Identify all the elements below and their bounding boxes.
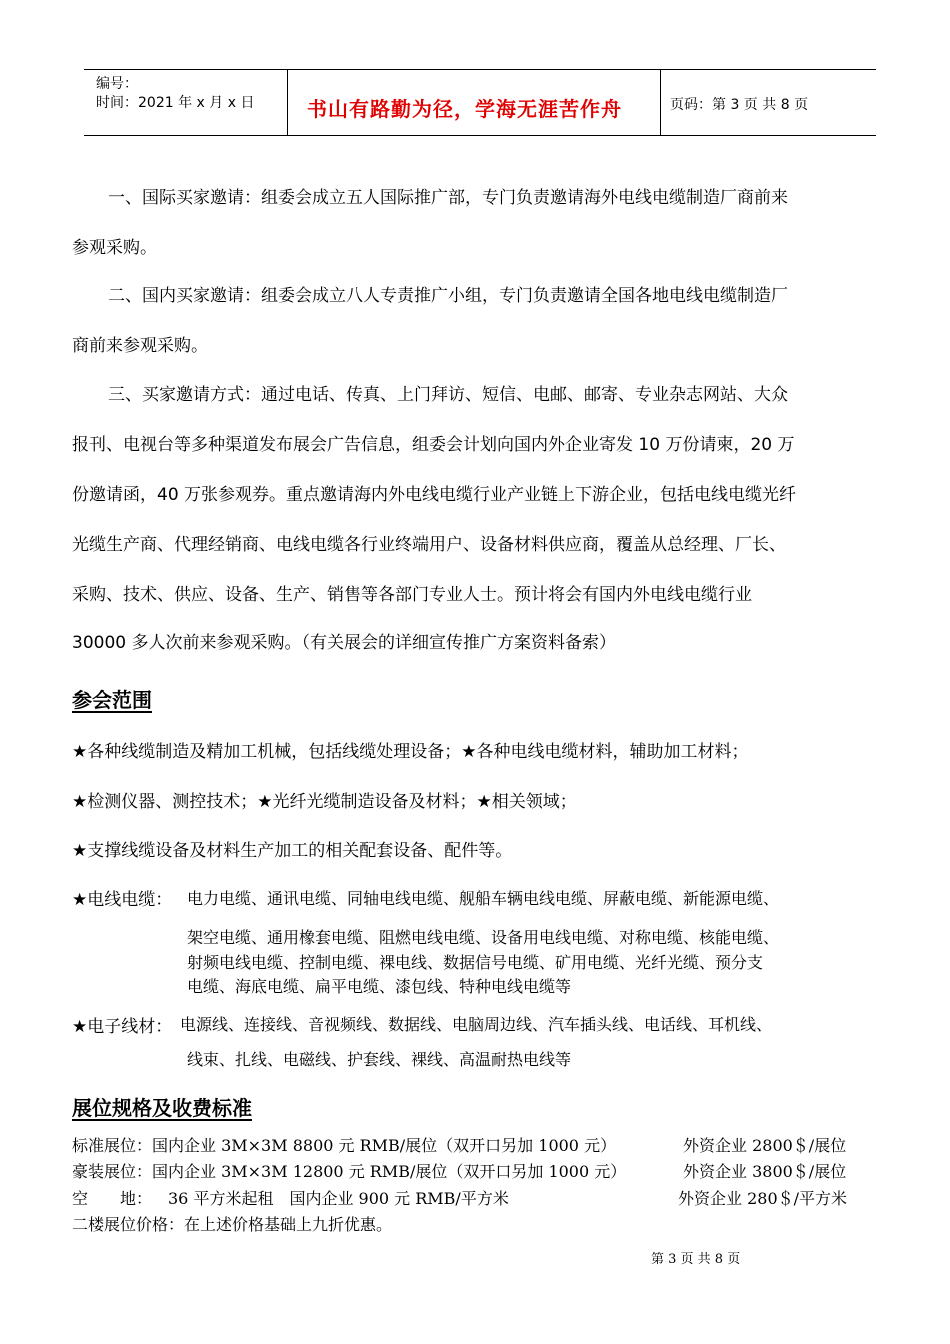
wire-cable-line-3: 射频电线电缆、控制电缆、裸电线、数据信号电缆、矿用电缆、光纤光缆、预分支 [187,953,764,972]
scope-item-1: ★各种线缆制造及精加工机械，包括线缆处理设备；★各种电线电缆材料，辅助加工材料； [72,742,749,762]
scope-item-2: ★检测仪器、测控技术；★光纤光缆制造设备及材料；★相关领域； [72,792,577,812]
scope-heading: 参会范围 [72,688,152,712]
fees-heading: 展位规格及收费标准 [72,1096,252,1120]
fee-standard-booth: 标准展位：国内企业 3M×3M 8800 元 RMB/展位（双开口另加 1000 元） [72,1136,617,1155]
invitation-method-line-1: 三、买家邀请方式：通过电话、传真、上门拜访、短信、电邮、邮寄、专业杂志网站、大众 [108,385,788,405]
fee-standard-foreign: 外资企业 2800＄/展位 [683,1136,847,1155]
scope-item-3: ★支撑线缆设备及材料生产加工的相关配套设备、配件等。 [72,841,513,861]
fee-luxury-foreign: 外资企业 3800＄/展位 [683,1162,847,1181]
header-page-label: 页码：第 3 页 共 8 页 [670,97,809,113]
electronic-wire-label: ★电子线材： [72,1017,173,1037]
fee-space-domestic: 36 平方米起租 国内企业 900 元 RMB/平方米 [168,1189,509,1208]
wire-cable-label: ★电线电缆： [72,890,173,910]
wire-cable-line-2: 架空电缆、通用橡套电缆、阻燃电线电缆、设备用电线电缆、对称电缆、核能电缆、 [187,928,780,947]
fee-space-label: 空 地： [72,1189,153,1208]
wire-cable-line-1: 电力电缆、通讯电缆、同轴电线电缆、舰船车辆电线电缆、屏蔽电缆、新能源电缆、 [187,889,780,908]
header-top-border [84,69,876,70]
header-number-label: 编号： [96,76,138,92]
fee-luxury-booth: 豪装展位：国内企业 3M×3M 12800 元 RMB/展位（双开口另加 1000 元） [72,1162,627,1181]
header-divider-right [660,70,661,135]
header-bottom-border [84,135,876,136]
invitation-domestic-line-2: 商前来参观采购。 [72,336,208,356]
header-divider-left [287,70,288,135]
invitation-intl-line-2: 参观采购。 [72,238,157,258]
header-time-label: 时间：2021 年 x 月 x 日 [96,95,255,111]
invitation-domestic-line-1: 二、国内买家邀请：组委会成立八人专责推广小组，专门负责邀请全国各地电线电缆制造厂 [108,286,788,306]
header-motto: 书山有路勤为径，学海无涯苦作舟 [307,97,622,121]
page-footer: 第 3 页 共 8 页 [651,1252,741,1267]
fee-space-foreign: 外资企业 280＄/平方米 [678,1189,848,1208]
invitation-method-line-6: 30000 多人次前来参观采购。（有关展会的详细宣传推广方案资料备索） [72,633,616,653]
electronic-wire-line-1: 电源线、连接线、音视频线、数据线、电脑周边线、汽车插头线、电话线、耳机线、 [180,1015,773,1034]
invitation-method-line-5: 采购、技术、供应、设备、生产、销售等各部门专业人士。预计将会有国内外电线电缆行业 [72,585,752,605]
invitation-intl-line-1: 一、国际买家邀请：组委会成立五人国际推广部，专门负责邀请海外电线电缆制造厂商前来 [108,188,788,208]
invitation-method-line-2: 报刊、电视台等多种渠道发布展会广告信息，组委会计划向国内外企业寄发 10 万份请柬，20 万 [72,435,795,455]
electronic-wire-line-2: 线束、扎线、电磁线、护套线、裸线、高温耐热电线等 [187,1050,572,1069]
wire-cable-line-4: 电缆、海底电缆、扁平电缆、漆包线、特种电线电缆等 [187,977,572,996]
invitation-method-line-4: 光缆生产商、代理经销商、电线电缆各行业终端用户、设备材料供应商，覆盖从总经理、厂长、 [72,535,786,555]
fee-second-floor: 二楼展位价格：在上述价格基础上九折优惠。 [72,1215,393,1234]
invitation-method-line-3: 份邀请函，40 万张参观券。重点邀请海内外电线电缆行业产业链上下游企业，包括电线电缆光纤 [72,485,797,505]
